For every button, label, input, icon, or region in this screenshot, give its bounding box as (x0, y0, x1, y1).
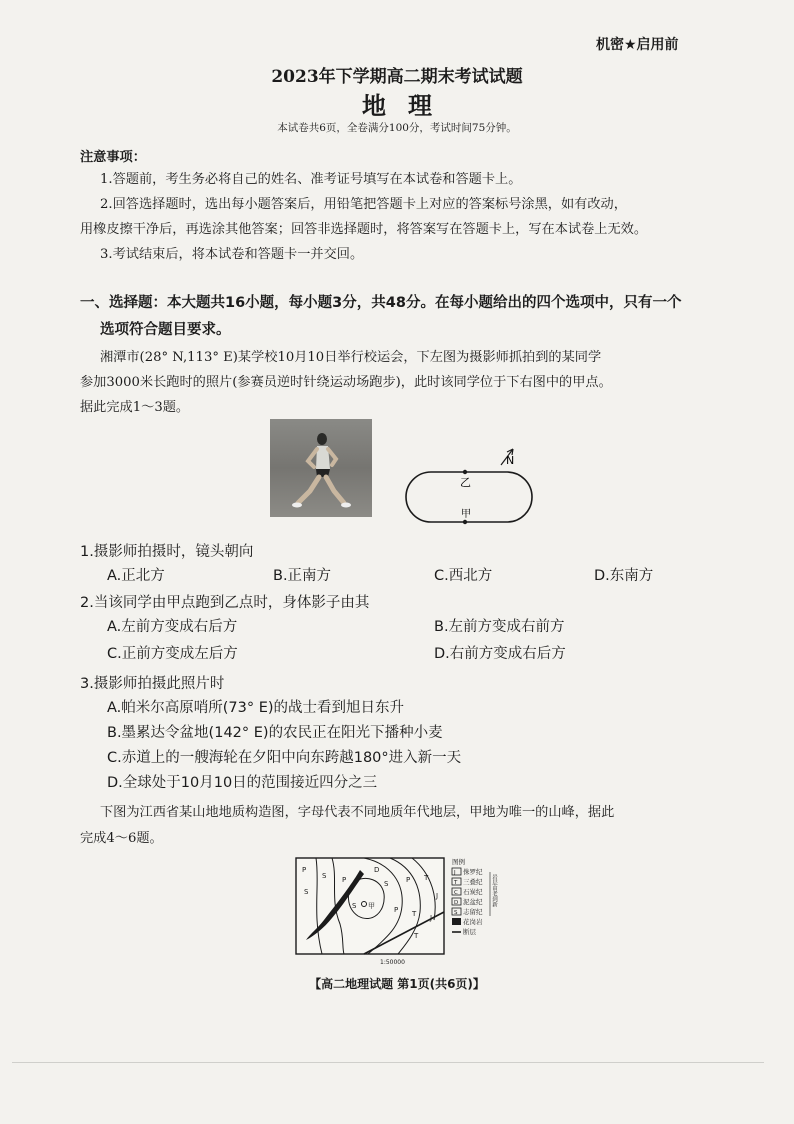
map-letter: P (394, 906, 399, 914)
stem2-line-2: 完成4～6题。 (80, 831, 163, 846)
map-letter: S (304, 888, 309, 896)
point-yi-label: 乙 (460, 476, 471, 489)
question-2-stem: 2.当该同学由甲点跑到乙点时，身体影子由其 (80, 595, 370, 611)
notice-line-1: 1.答题前，考生务必将自己的姓名、准考证号填写在本试卷和答题卡上。 (100, 172, 522, 187)
geology-map (294, 854, 504, 970)
section-heading-line-1: 一、选择题：本大题共16小题，每小题3分，共48分。在每小题给出的四个选项中，只有一个 (80, 295, 682, 311)
map-letter: P (406, 876, 411, 884)
question-1-option-b: B.正南方 (273, 568, 332, 584)
question-2-option-b: B.左前方变成右前方 (434, 619, 565, 635)
subject-title: 地理 (362, 91, 454, 120)
point-jia-marker (463, 520, 467, 524)
map-letter: J (436, 892, 439, 900)
legend-title: 图例 (452, 858, 465, 866)
question-1-option-c: C.西北方 (434, 568, 493, 584)
question-3-option-a: A.帕米尔高原哨所(73° E)的战士看到旭日东升 (107, 700, 405, 716)
stem-line-3: 据此完成1～3题。 (80, 400, 190, 415)
confidential-label: 机密★启用前 (596, 37, 679, 53)
question-3-option-b: B.墨累达令盆地(142° E)的农民正在阳光下播种小麦 (107, 725, 443, 741)
exam-title: 2023年下学期高二期末考试试题 (271, 67, 523, 87)
map-jia-label: 甲 (368, 902, 375, 910)
question-2-option-d: D.右前方变成右后方 (434, 646, 566, 662)
legend-item: 志留纪 (463, 908, 483, 916)
legend-code: S (454, 910, 458, 916)
map-letter: J (430, 914, 433, 922)
stem-line-1: 湘潭市(28° N,113° E)某学校10月10日举行校运会，下左图为摄影师抓拍到的某同学 (100, 350, 602, 365)
question-2-option-c: C.正前方变成左后方 (107, 646, 238, 662)
question-1-option-d: D.东南方 (594, 568, 654, 584)
north-label: N (506, 454, 515, 467)
page-footer: 【高二地理试题 第1页(共6页)】 (309, 977, 485, 991)
runner-figure (270, 419, 372, 517)
question-3-stem: 3.摄影师拍摄此照片时 (80, 676, 225, 692)
notice-line-4: 3.考试结束后，将本试卷和答题卡一并交回。 (100, 247, 364, 262)
notice-line-3: 用橡皮擦干净后，再选涂其他答案；回答非选择题时，将答案写在答题卡上，写在本试卷上无效。 (80, 222, 648, 237)
map-letter: P (302, 866, 307, 874)
question-1-option-a: A.正北方 (107, 568, 165, 584)
point-yi-marker (463, 470, 467, 474)
stem2-line-1: 下图为江西省某山地地质构造图，字母代表不同地质年代地层，甲地为唯一的山峰，据此 (100, 805, 615, 820)
legend-item: 石炭纪 (463, 888, 483, 896)
section-heading-line-2: 选项符合题目要求。 (100, 322, 231, 338)
stem-line-2: 参加3000米长跑时的照片(参赛员逆时针绕运动场跑步)，此时该同学位于下右图中的甲点。 (80, 375, 612, 390)
map-letter: S (384, 880, 389, 888)
legend-item: 花岗岩 (463, 918, 483, 926)
runner-photo (270, 419, 372, 517)
notice-line-2: 2.回答选择题时，选出每小题答案后，用铅笔把答题卡上对应的答案标号涂黑，如有改动， (100, 197, 627, 212)
legend-code: T (454, 880, 458, 886)
map-letter: T (414, 932, 419, 940)
track-diagram (400, 445, 540, 535)
legend-code: J (454, 870, 456, 876)
question-3-option-c: C.赤道上的一艘海轮在夕阳中向东跨越180°进入新一天 (107, 750, 462, 766)
map-letter: T (412, 910, 417, 918)
legend-code: D (454, 900, 459, 906)
exam-info: 本试卷共6页，全卷满分100分，考试时间75分钟。 (277, 122, 517, 134)
notice-heading: 注意事项： (80, 150, 146, 165)
map-letter: S (352, 902, 357, 910)
legend-item: 泥盆纪 (463, 898, 483, 906)
legend-code: C (454, 890, 458, 896)
bottom-divider (12, 1062, 764, 1063)
question-1-stem: 1.摄影师拍摄时，镜头朝向 (80, 544, 254, 560)
question-2-option-a: A.左前方变成右后方 (107, 619, 238, 635)
map-scale: 1:50000 (380, 959, 405, 966)
legend-side-note: 岩层由老到新 (491, 874, 497, 907)
point-jia-label: 甲 (461, 509, 471, 520)
legend-item: 断层 (463, 928, 476, 936)
legend-item: 侏罗纪 (463, 868, 483, 876)
legend-item: 三叠纪 (463, 878, 483, 886)
map-letter: S (322, 872, 327, 880)
map-letter: P (342, 876, 347, 884)
map-letter: T (424, 874, 429, 882)
map-letter: D (374, 866, 380, 874)
question-3-option-d: D.全球处于10月10日的范围接近四分之三 (107, 775, 378, 791)
